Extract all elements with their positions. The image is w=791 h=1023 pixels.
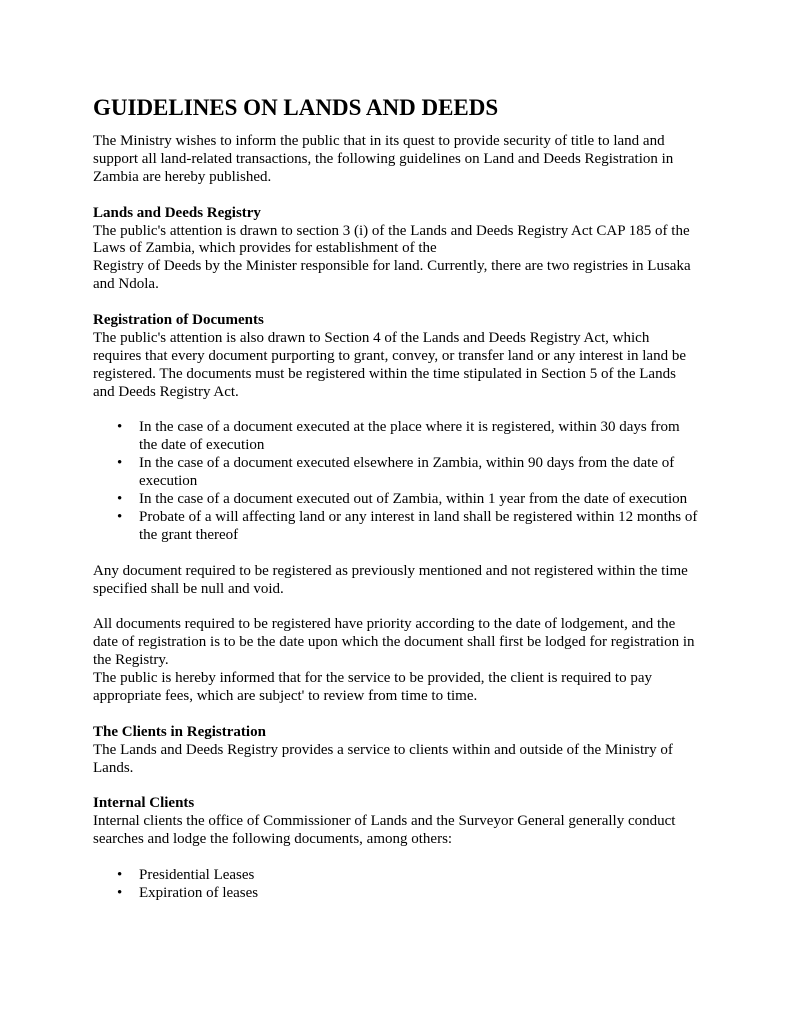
- internal-clients-heading: Internal Clients: [93, 795, 195, 812]
- list-item: • Presidential Leases: [139, 867, 699, 885]
- registry-text-2: Registry of Deeds by the Minister responsible for land. Currently, there are two registries in Lusaka and Ndola.: [93, 258, 691, 293]
- list-item: • Probate of a will affecting land or any interest in land shall be registered within 12 months of the grant thereof: [139, 509, 699, 545]
- list-item: • In the case of a document executed out of Zambia, within 1 year from the date of execution: [139, 491, 699, 509]
- clients-section: [93, 724, 699, 778]
- registry-text-1: The public's attention is drawn to section 3 (i) of the Lands and Deeds Registry Act CAP 185 of the Laws of Zambia, which provides for establishment of the: [93, 222, 690, 257]
- registry-section: [93, 205, 699, 295]
- registration-text: The public's attention is also drawn to Section 4 of the Lands and Deeds Registry Act, which requires that every document purporting to grant, convey, or transfer land or any interest in land be registered. The documents must be registered within the time stipulated in Section 5 of the Lands and Deeds Registry Act.: [93, 329, 686, 400]
- list-item: • In the case of a document executed elsewhere in Zambia, within 90 days from the date of execution: [139, 455, 699, 491]
- list-item: • In the case of a document executed at the place where it is registered, within 30 days from the date of execution: [139, 419, 699, 455]
- page-title: GUIDELINES ON LANDS AND DEEDS: [93, 95, 499, 120]
- clients-text: The Lands and Deeds Registry provides a service to clients within and outside of the Ministry of Lands.: [93, 741, 673, 776]
- priority-text-2: The public is hereby informed that for the service to be provided, the client is required to pay appropriate fees, which are subject' to review from time to time.: [93, 670, 652, 705]
- clients-heading: The Clients in Registration: [93, 723, 266, 740]
- priority-section: [93, 616, 699, 706]
- registration-heading: Registration of Documents: [93, 312, 264, 329]
- internal-clients-section: [93, 795, 699, 849]
- registration-time-list: [93, 419, 699, 544]
- registry-heading: Lands and Deeds Registry: [93, 204, 261, 221]
- intro-paragraph: The Ministry wishes to inform the public that in its quest to provide security of title to land and support all land-related transactions, the following guidelines on Land and Deeds Registration in Zambia are hereby published.: [93, 133, 674, 185]
- internal-documents-list: [93, 867, 699, 903]
- registration-section: [93, 312, 699, 402]
- priority-text-1: All documents required to be registered have priority according to the date of lodgement, and the date of registration is to be the date upon which the document shall first be lodged for registration in the Registry.: [93, 616, 695, 669]
- null-void-paragraph: Any document required to be registered as previously mentioned and not registered within the time specified shall be null and void.: [93, 562, 688, 597]
- internal-clients-text: Internal clients the office of Commissioner of Lands and the Surveyor General generally conduct searches and lodge the following documents, among others:: [93, 813, 676, 848]
- list-item: • Expiration of leases: [139, 885, 699, 903]
- document-content: [93, 94, 699, 921]
